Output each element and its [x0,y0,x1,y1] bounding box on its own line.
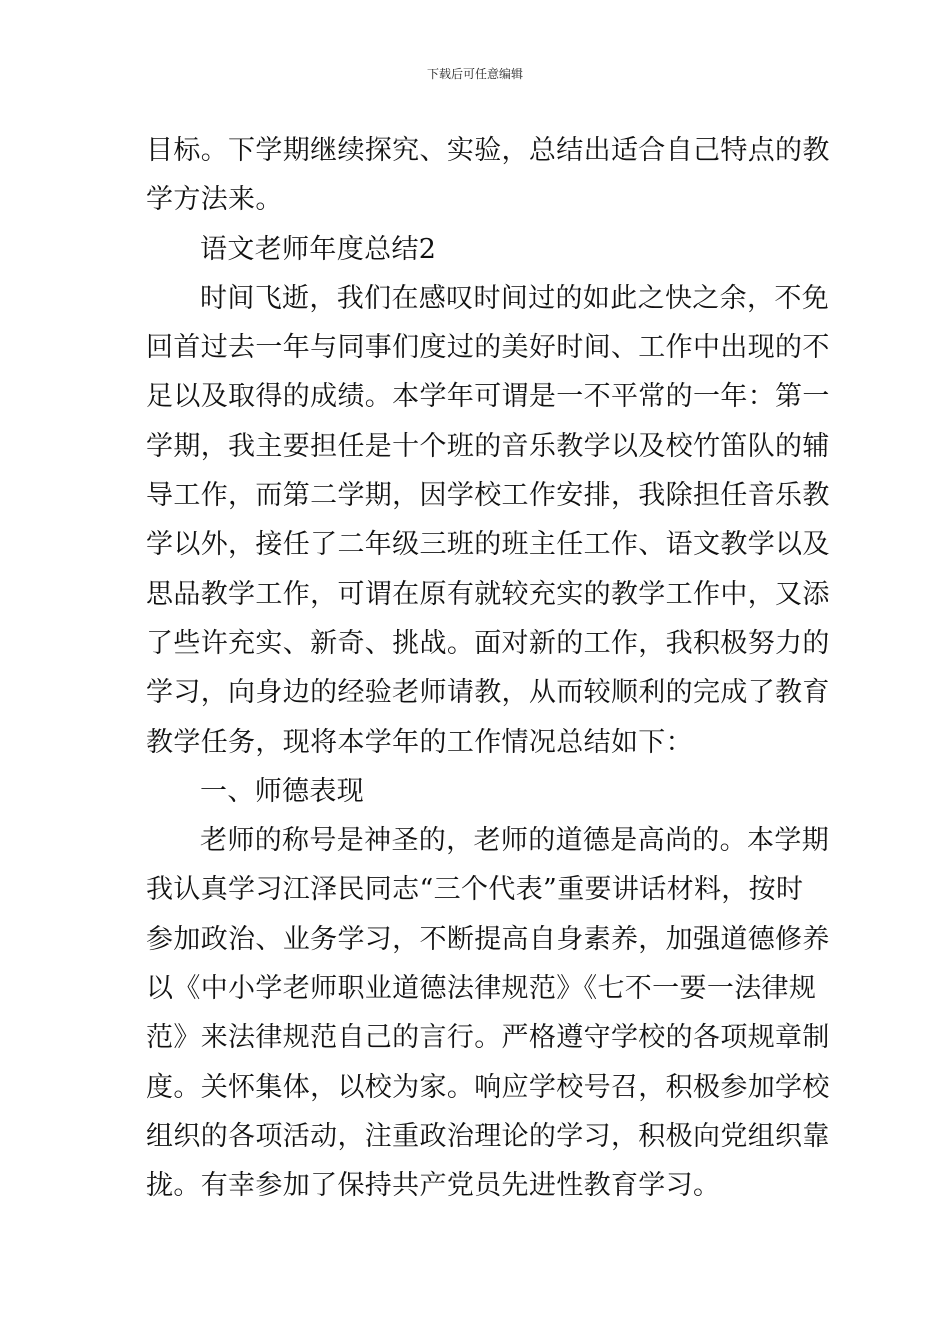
body-line: 参加政治、业务学习，不断提高自身素养，加强道德修养 [146,923,830,955]
body-line: 学以外，接任了二年级三班的班主任工作、语文教学以及 [146,529,830,561]
body-line: 目标。下学期继续探究、实验，总结出适合自己特点的教 [146,135,830,166]
section-heading: 一、师德表现 [200,775,365,807]
body-line: 了些许充实、新奇、挑战。面对新的工作，我积极努力的 [146,627,830,659]
body-line: 教学任务，现将本学年的工作情况总结如下： [146,726,693,758]
body-line: 回首过去一年与同事们度过的美好时间、工作中出现的不 [146,332,830,364]
body-line: 学方法来。 [146,184,283,216]
body-line: 度。关怀集体，以校为家。响应学校号召，积极参加学校 [146,1071,830,1103]
section-title: 语文老师年度总结2 [200,233,437,265]
body-line: 我认真学习江泽民同志“三个代表”重要讲话材料，按时 [146,874,804,906]
body-line: 范》来法律规范自己的言行。严格遵守学校的各项规章制 [146,1022,830,1054]
body-line: 足以及取得的成绩。本学年可谓是一不平常的一年：第一 [146,381,830,413]
document-body [146,126,830,1211]
body-line: 思品教学工作，可谓在原有就较充实的教学工作中，又添 [146,578,830,610]
body-line: 时间飞逝，我们在感叹时间过的如此之快之余，不免 [200,282,830,314]
body-line: 学习，向身边的经验老师请教，从而较顺利的完成了教育 [146,677,830,709]
body-line: 组织的各项活动，注重政治理论的学习，积极向党组织靠 [146,1120,830,1152]
body-line: 老师的称号是神圣的，老师的道德是高尚的。本学期 [200,825,830,857]
body-line: 拢。有幸参加了保持共产党员先进性教育学习。 [146,1170,721,1202]
page-header: 下载后可任意编辑 [426,67,523,81]
body-line: 以《中小学老师职业道德法律规范》《七不一要一法律规 [146,973,817,1005]
body-line: 学期，我主要担任是十个班的音乐教学以及校竹笛队的辅 [146,430,830,462]
body-line: 导工作，而第二学期，因学校工作安排，我除担任音乐教 [146,480,830,512]
